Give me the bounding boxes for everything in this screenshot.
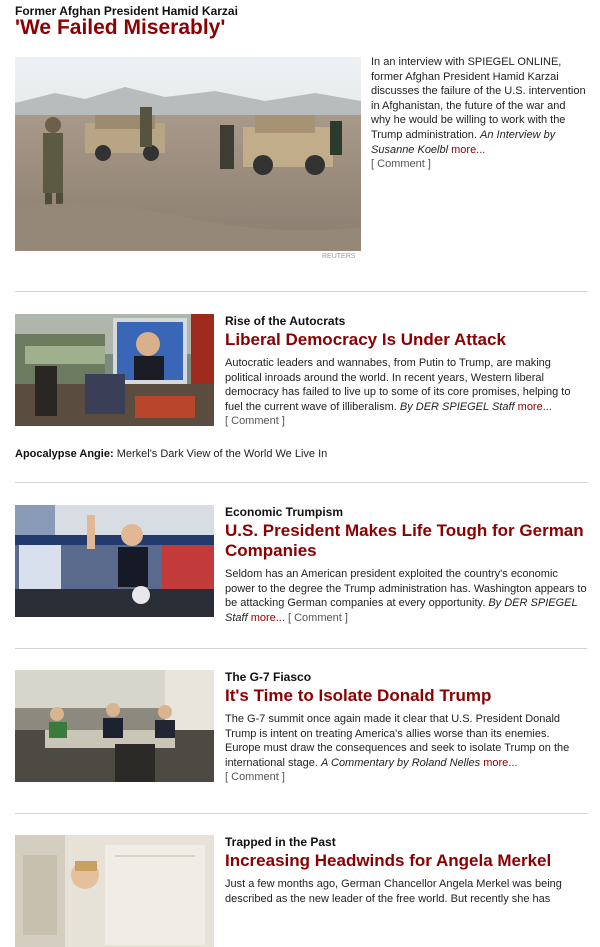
- article-headline[interactable]: U.S. President Makes Life Tough for German Companies: [225, 521, 584, 560]
- comment-wrap: [ Comment ]: [225, 415, 285, 428]
- photo-credit: REUTERS: [322, 253, 356, 260]
- article-teaser-text: [225, 712, 587, 785]
- teaser-text: Seldom has an American president exploited the country's economic power to the degree the Trump administration has. Washington appears to be attacking German companies at every opportunity.: [225, 568, 587, 610]
- lead-teaser: In an interview with SPIEGEL ONLINE, former Afghan President Hamid Karzai discusses the failure of the U.S. intervention in Afghanistan, the future of the war and why he would be willing to work with the Trump administration.: [371, 56, 586, 141]
- lead-comment-wrap: [ Comment ]: [371, 158, 431, 171]
- lead-photo[interactable]: [15, 57, 361, 251]
- g7-meeting-image: [15, 670, 214, 782]
- article-kicker: The G-7 Fiasco: [225, 670, 312, 684]
- article-kicker: Trapped in the Past: [225, 835, 336, 849]
- article-teaser-text: [225, 877, 587, 906]
- xi-poster-image: [15, 314, 214, 426]
- comment-wrap: [ Comment ]: [287, 611, 348, 624]
- merkel-doorway-image: [15, 835, 214, 947]
- comment-link[interactable]: Comment: [231, 415, 279, 428]
- lead-teaser-block: [371, 55, 587, 172]
- article-body: [225, 670, 587, 785]
- comment-wrap: [ Comment ]: [225, 771, 285, 784]
- article-kicker: Economic Trumpism: [225, 505, 344, 519]
- article-thumbnail[interactable]: [15, 670, 214, 782]
- comment-link[interactable]: Comment: [294, 611, 342, 624]
- article-thumbnail[interactable]: [15, 505, 214, 617]
- article-thumbnail[interactable]: [15, 835, 214, 947]
- lead-byline: An Interview by Susanne Koelbl: [371, 128, 556, 156]
- lead-kicker: Former Afghan President Hamid Karzai: [15, 4, 238, 18]
- article-thumbnail[interactable]: [15, 314, 214, 426]
- more-link[interactable]: more...: [250, 611, 285, 624]
- more-link[interactable]: more...: [483, 756, 518, 769]
- more-link[interactable]: more...: [517, 400, 552, 413]
- soldiers-humvee-image: [15, 57, 361, 251]
- article-headline[interactable]: Increasing Headwinds for Angela Merkel: [225, 851, 552, 870]
- article-byline: By DER SPIEGEL Staff: [225, 597, 578, 624]
- article-byline: A Commentary by Roland Nelles: [321, 756, 481, 769]
- related-link-line: [15, 448, 327, 460]
- article-kicker: Rise of the Autocrats: [225, 314, 346, 328]
- divider: [15, 813, 587, 814]
- article-body: [225, 314, 587, 429]
- article-byline: By DER SPIEGEL Staff: [399, 400, 515, 413]
- comment-link[interactable]: Comment: [231, 771, 279, 784]
- divider: [15, 648, 587, 649]
- lead-headline[interactable]: 'We Failed Miserably': [15, 16, 226, 39]
- trump-rally-image: [15, 505, 214, 617]
- teaser-text: The G-7 summit once again made it clear that U.S. President Donald Trump is intent on treating America's allies worse than its enemies. Europe must draw the consequences and seek to isolate Trump on the international stage.: [225, 713, 570, 769]
- lead-more-link[interactable]: more...: [451, 143, 486, 156]
- divider: [15, 482, 587, 483]
- article-teaser-text: [225, 356, 587, 429]
- lead-comment-link[interactable]: Comment: [377, 158, 425, 171]
- article-headline[interactable]: It's Time to Isolate Donald Trump: [225, 686, 492, 705]
- article-headline[interactable]: Liberal Democracy Is Under Attack: [225, 330, 506, 349]
- article-body: [225, 835, 587, 906]
- related-link[interactable]: Merkel's Dark View of the World We Live In: [116, 448, 328, 460]
- teaser-text: Just a few months ago, German Chancellor Angela Merkel was being described as the new leader of the free world. But recently she has: [225, 878, 562, 905]
- article-teaser-text: [225, 567, 587, 625]
- divider: [15, 291, 587, 292]
- teaser-text: Autocratic leaders and wannabes, from Putin to Trump, are making political inroads around the world. In recent years, Western liberal democracy has failed to live up to some of its core promises, helping to fuel the current wave of illiberalism.: [225, 357, 571, 413]
- article-body: [225, 505, 587, 625]
- related-label: Apocalypse Angie:: [15, 448, 114, 460]
